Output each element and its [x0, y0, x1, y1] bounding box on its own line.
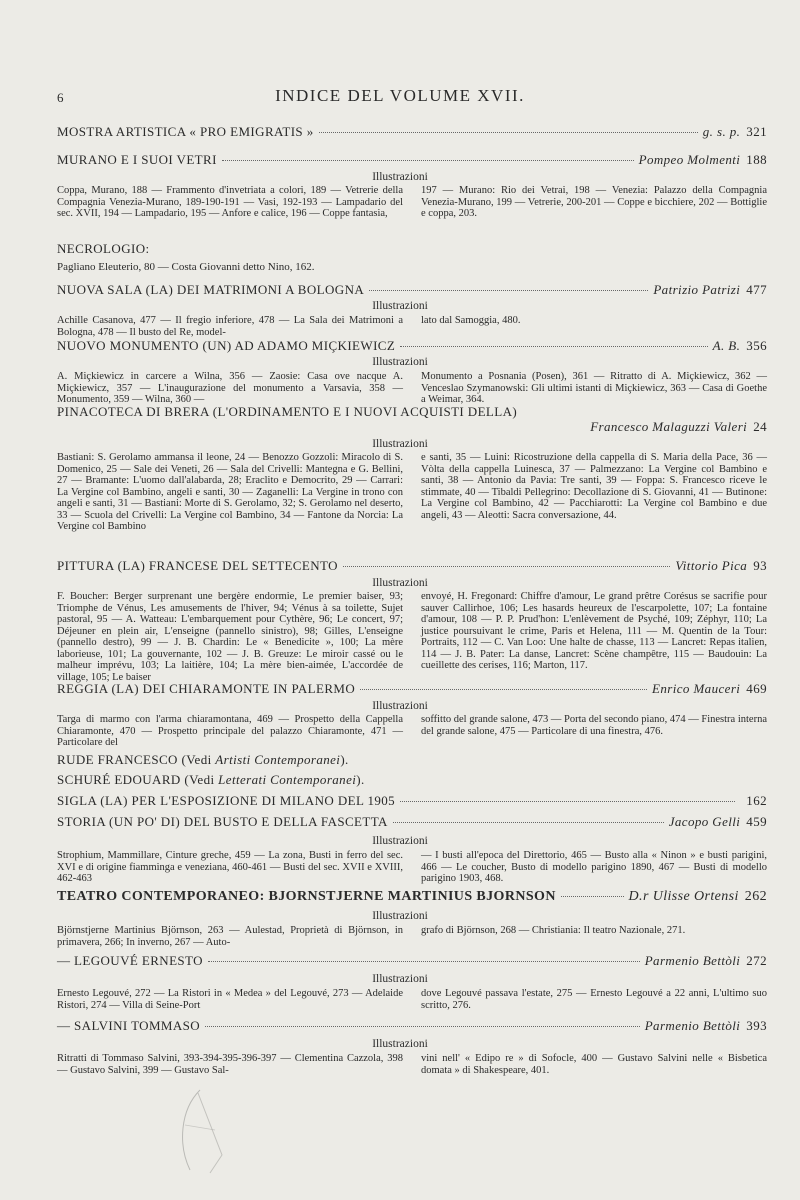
running-header: INDICE DEL VOLUME XVII.	[275, 86, 525, 105]
ill-right: Monumento a Posnania (Posen), 361 — Ritratto di A. Miçkiewicz, 362 — Venceslao Szymanowski: Gli ultimi istanti di Miçkiewicz, 363 — Casa di Goethe a Weimar, 364.	[421, 371, 767, 405]
entry-author: Patrizio Patrizi	[653, 282, 741, 297]
entry-page: 272	[746, 953, 767, 968]
entry-salvini	[57, 1018, 767, 1034]
entry-title: — SALVINI TOMMASO	[57, 1018, 201, 1033]
entry-title: MURANO E I SUOI VETRI	[57, 152, 217, 167]
entry-title: STORIA (UN PO' DI) DEL BUSTO E DELLA FASCETTA	[57, 814, 388, 829]
entry-storia	[57, 814, 767, 830]
dot-leader	[400, 800, 735, 802]
ill-left: Björnstjerne Martinius Björnson, 263 — Aulestad, Proprietà di Björnson, in primavera, 266; In inverno, 267 — Auto-	[57, 925, 403, 948]
illustrazioni-heading: Illustrazioni	[372, 1038, 428, 1050]
entry-reggia	[57, 681, 767, 697]
storia-illustrations	[57, 850, 767, 885]
ill-right: — I busti all'epoca del Direttorio, 465 — Busto alla « Ninon » e busti parigini, 466 — Le coucher, Busto di modello parigino 1890, 467 — Busti di modello parigino 1903, 468.	[421, 850, 767, 884]
entry-nuova-sala	[57, 282, 767, 298]
dot-leader	[343, 565, 671, 567]
illustrazioni-heading: Illustrazioni	[372, 577, 428, 589]
ill-right: envoyé, H. Fregonard: Chiffre d'amour, Le grand prêtre Corésus se sacrifie pour sauver Callirhoe, 106; Les hasards heureux de l'escarpolette, 107; La fontaine d'amour, 108 — P. P. Prud'hon: L'enlèvement de Psyché, 109; Zéphyr, 110; La justice poursuivant le crime, Paris et Helena, 111 — M. Quentin de la Tour: Portraits, 112 — C. Van Loo: Une halte de chasse, 113 — Lancret: Repas italien, 114 — J. B. Pater: La danse, Lancret: Scène champêtre, 115 — Baudouin: La cueillette des cerises, 116; Marton, 117.	[421, 591, 767, 671]
ill-left: Targa di marmo con l'arma chiaramontana, 469 — Prospetto della Cappella Chiaramonte, 470 — Prospetto principale del palazzo Chiaramonte, 471 — Particolare del	[57, 714, 403, 748]
entry-mostra	[57, 124, 767, 140]
teatro-illustrations	[57, 925, 767, 948]
entry-page: 321	[746, 124, 767, 139]
entry-pittura	[57, 558, 767, 574]
entry-author: Enrico Mauceri	[652, 681, 741, 696]
ill-left: Strophium, Mammillare, Cinture greche, 459 — La zona, Busti in ferro del sec. XVI e di origine fiamminga e veneziana, 460-461 — Busti del sec. XVII e XVIII, 462-463	[57, 850, 403, 884]
entry-author: A. B.	[712, 338, 741, 353]
entry-schure	[57, 772, 767, 788]
entry-author: Parmenio Bettòli	[644, 1018, 741, 1033]
ill-right: lato dal Samoggia, 480.	[421, 315, 521, 326]
dot-leader	[393, 821, 664, 823]
legouve-illustrations	[57, 988, 767, 1011]
entry-title: NUOVA SALA (LA) DEI MATRIMONI A BOLOGNA	[57, 282, 365, 297]
entry-title: REGGIA (LA) DEI CHIARAMONTE IN PALERMO	[57, 681, 356, 696]
dot-leader	[369, 289, 648, 291]
monumento-illustrations	[57, 371, 767, 406]
entry-page: 477	[746, 282, 767, 297]
ill-left: Coppa, Murano, 188 — Frammento d'invetriata a colori, 189 — Vetrerie della Compagnia Venezia-Murano, 189-190-191 — Vasi, 192-193 — Lampadario del sec. XVII, 194 — Lampadario, 195 — Anfore e calice, 196 — Coppe fantasia,	[57, 185, 403, 219]
entry-page: 262	[744, 889, 767, 904]
entry-title: PINACOTECA DI BRERA (L'ORDINAMENTO E I NUOVI ACQUISTI DELLA)	[57, 404, 518, 419]
entry-pinacoteca	[57, 404, 767, 420]
entry-title: NUOVO MONUMENTO (UN) AD ADAMO MIÇKIEWICZ	[57, 338, 396, 353]
dot-leader	[400, 345, 707, 347]
cross-reference[interactable]: Letterati Contemporanei	[218, 772, 357, 787]
dot-leader	[205, 1025, 640, 1027]
illustrazioni-heading: Illustrazioni	[372, 973, 428, 985]
entry-murano	[57, 152, 767, 168]
entry-page: 93	[753, 558, 767, 573]
entry-pinacoteca-author	[57, 419, 767, 435]
reggia-illustrations	[57, 714, 767, 749]
salvini-illustrations	[57, 1053, 767, 1076]
entry-legouve	[57, 953, 767, 969]
entry-sigla	[57, 793, 767, 809]
entry-title: PITTURA (LA) FRANCESE DEL SETTECENTO	[57, 558, 338, 573]
brera-illustrations	[57, 452, 767, 533]
dot-leader	[561, 895, 624, 897]
ill-left: Ernesto Legouvé, 272 — La Ristori in « Medea » del Legouvé, 273 — Adelaide Ristori, 274 — Villa di Seine-Port	[57, 988, 403, 1011]
ill-right: dove Legouvé passava l'estate, 275 — Ernesto Legouvé a 22 anni, L'ultimo suo scritto, 276.	[421, 988, 767, 1011]
illustrazioni-heading: Illustrazioni	[372, 438, 428, 450]
ill-right: soffitto del grande salone, 473 — Porta del secondo piano, 474 — Finestra interna del grande salone, 475 — Particolare di una finestra, 476.	[421, 714, 767, 737]
entry-author: Parmenio Bettòli	[644, 953, 741, 968]
ill-right: e santi, 35 — Luini: Ricostruzione della cappella di S. Maria della Pace, 36 — Vòlta della cappella Luinesca, 37 — Palmezzano: La Vergine col Bambino e santi, 38 — Antonio da Pavia: Tre santi, 39 — Foppa: S. Francesco riceve le stimmate, 40 — Tibaldi Pellegrino: Decollazione di S. Giovanni, 41 — Butinone: La Vergine col Bambino, 42 — Pacchiarotti: La Vergine col Bambino e due angeli, 43 — Aleotti: Sacra conversazione, 44.	[421, 452, 767, 521]
cross-reference[interactable]: Artisti Contemporanei	[215, 752, 341, 767]
ill-right: 197 — Murano: Rio dei Vetrai, 198 — Venezia: Palazzo della Compagnia Venezia-Murano, 199 — Vetrerie, 200-201 — Coppe e bicchiere, 202 — Bottiglie e coppa, 203.	[421, 185, 767, 219]
entry-title: RUDE FRANCESCO (Vedi Artisti Contemporanei).	[57, 752, 349, 767]
entry-author: D.r Ulisse Ortensi	[628, 889, 739, 904]
entry-page: 188	[746, 152, 767, 167]
ill-right: vini nell' « Edipo re » di Sofocle, 400 — Gustavo Salvini nelle « Bisbetica domata » di Shakespeare, 401.	[421, 1053, 767, 1076]
pittura-illustrations	[57, 591, 767, 683]
entry-page: 459	[746, 814, 767, 829]
illustrazioni-heading: Illustrazioni	[372, 835, 428, 847]
entry-page: 393	[746, 1018, 767, 1033]
murano-illustrations	[57, 185, 767, 220]
entry-author: Jacopo Gelli	[668, 814, 741, 829]
ill-left: Achille Casanova, 477 — Il fregio inferiore, 478 — La Sala dei Matrimoni a Bologna, 478 — Il busto del Re, model-	[57, 315, 403, 338]
entry-page: 469	[746, 681, 767, 696]
ill-left: A. Miçkiewicz in carcere a Wilna, 356 — Zaosie: Casa ove nacque A. Miçkiewicz, 357 — L'inaugurazione del monumento a Varsavia, 358 — Monumento, 359 — Wilna, 360 —	[57, 371, 403, 405]
illustrazioni-heading: Illustrazioni	[372, 910, 428, 922]
pencil-sketch-mark	[170, 1085, 240, 1175]
dot-leader	[319, 131, 698, 133]
sala-illustrations	[57, 315, 767, 338]
illustrazioni-heading: Illustrazioni	[372, 300, 428, 312]
entry-author: g. s. p.	[702, 124, 741, 139]
dot-leader	[208, 960, 640, 962]
entry-page: 356	[746, 338, 767, 353]
entry-page: 162	[746, 793, 767, 808]
ill-left: Bastiani: S. Gerolamo ammansa il leone, 24 — Benozzo Gozzoli: Miracolo di S. Domenico, 25 — Sale dei Veneti, 26 — Sala del Crivelli: Mantegna e G. Bellini, 27 — Bramante: L'uomo dall'alabarda, 28; Eraclito e Democrito, 29 — Carrari: La Vergine col Bambino, angeli e santi, 30 — Zaganelli: La Vergine in trono con angeli e santi, 31 — Bastiani: Morte di S. Gerolamo, 32; S. Gerolamo nel deserto, 33 — Scuola del Crivelli: La Vergine col Bambino, 34 — Fantone da Norcia: La Vergine col Bambino	[57, 452, 403, 532]
entry-author: Vittorio Pica	[675, 558, 748, 573]
ill-left: F. Boucher: Berger surprenant une bergère endormie, Le premier baiser, 93; Triomphe de Vénus, Les amusements de l'hiver, 94; Vénus à sa toilette, Sujet pastoral, 95 — A. Watteau: L'embarquement pour Cythère, 96; Le concert, 97; Déjeuner en plein air, L'enseigne (pannello sinistro), 98; Gilles, L'enseigne (pannello destro), 99 — J. B. Chardin: Le « Benedicite », 100; La mère laborieuse, 101; La gouvernante, 102 — J. B. Greuze: Le miroir cassé ou le malheur imprévu, 103; La laitière, 104; La mère bien-aimée, L'accordée de village, 105; Le baiser	[57, 591, 403, 683]
illustrazioni-heading: Illustrazioni	[372, 171, 428, 183]
illustrazioni-heading: Illustrazioni	[372, 700, 428, 712]
illustrazioni-heading: Illustrazioni	[372, 356, 428, 368]
entry-title: — LEGOUVÉ ERNESTO	[57, 953, 203, 968]
entry-title: SIGLA (LA) PER L'ESPOSIZIONE DI MILANO DEL 1905	[57, 793, 396, 808]
ill-left: Ritratti di Tommaso Salvini, 393-394-395-396-397 — Clementina Cazzola, 398 — Gustavo Salvini, 399 — Gustavo Sal-	[57, 1053, 403, 1076]
entry-necrologio	[57, 241, 767, 257]
entry-author: Pompeo Molmenti	[638, 152, 741, 167]
necrologio-text: Pagliano Eleuterio, 80 — Costa Giovanni detto Nino, 162.	[57, 261, 315, 273]
entry-title: TEATRO CONTEMPORANEO: BJORNSTJERNE MARTINIUS BJORNSON	[57, 889, 556, 904]
entry-title: NECROLOGIO:	[57, 241, 150, 256]
entry-title: MOSTRA ARTISTICA « PRO EMIGRATIS »	[57, 124, 314, 139]
entry-title: SCHURÉ EDOUARD (Vedi Letterati Contemporanei).	[57, 772, 365, 787]
page-number: 6	[57, 90, 64, 105]
entry-author: Francesco Malaguzzi Valeri	[590, 419, 748, 434]
entry-nuovo-monumento	[57, 338, 767, 354]
entry-rude	[57, 752, 767, 768]
dot-leader	[360, 688, 647, 690]
entry-page: 24	[753, 419, 767, 434]
ill-right: grafo di Björnson, 268 — Christiania: Il teatro Nazionale, 271.	[421, 925, 686, 936]
entry-teatro	[57, 889, 767, 905]
dot-leader	[222, 159, 634, 161]
